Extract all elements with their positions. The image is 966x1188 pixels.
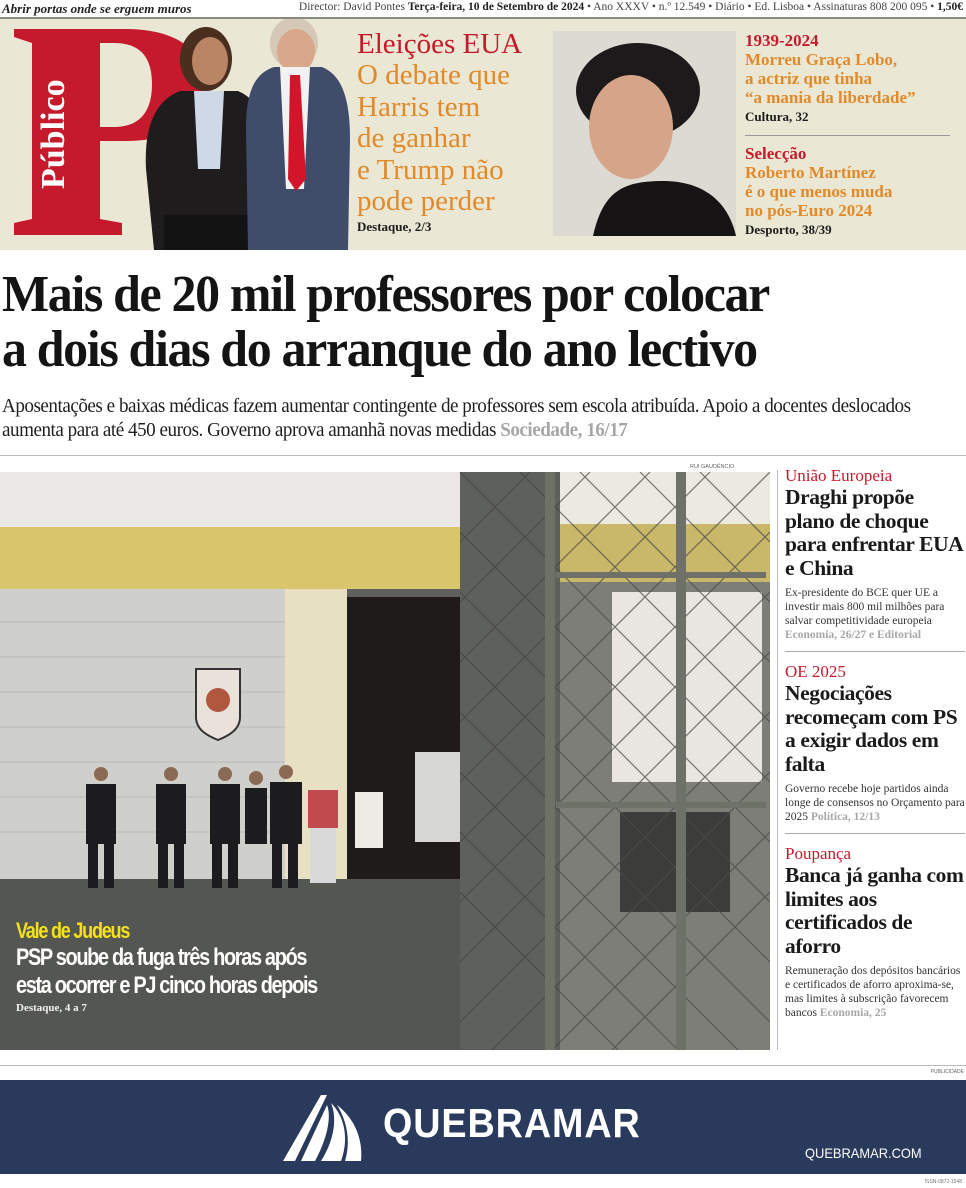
divider [785, 651, 965, 652]
story-title: PSP soube da fuga três horas após esta ocorrer e PJ cinco horas depois [16, 944, 317, 999]
story-kicker: Selecção [745, 144, 807, 163]
divider [785, 833, 965, 834]
publico-wordmark [24, 71, 74, 191]
story-title: Banca já ganha com limites aos certificados de aforro [785, 863, 964, 958]
story-kicker: União Europeia [785, 466, 893, 485]
story-kicker: OE 2025 [785, 662, 846, 681]
trump-photo [244, 19, 352, 250]
divider [745, 135, 950, 136]
story-draghi[interactable] [785, 466, 965, 642]
story-title: Draghi propõe plano de choque para enfrentar EUA e China [785, 485, 963, 580]
story-kicker: Poupança [785, 844, 852, 863]
page-reference: Desporto, 38/39 [745, 222, 832, 237]
graca-lobo-photo [553, 31, 736, 236]
page-reference: Economia, 25 [819, 1007, 887, 1019]
masthead-band [0, 19, 966, 250]
story-title: Morreu Graça Lobo, a actriz que tinha “a mania da liberdade” [745, 50, 916, 107]
photo-credit: RUI GAUDÊNCIO [690, 464, 735, 470]
ad-label: PUBLICIDADE [930, 1069, 964, 1075]
right-column [785, 466, 965, 1020]
slogan: Abrir portas onde se erguem muros [2, 1, 192, 16]
story-body: Remuneração dos depósitos bancários e certificados de aforro aproxima-se, mas limites à subscrição favorecem bancos Economia, 25 [785, 965, 961, 1019]
story-body: Governo recebe hoje partidos ainda longe de consensos no Orçamento para 2025 Política, 12/13 [785, 783, 965, 823]
story-oe-2025[interactable] [785, 662, 965, 824]
svg-text:Público: Público [35, 79, 72, 189]
page-reference: Economia, 26/27 e Editorial [785, 629, 922, 641]
director: Director: David Pontes [298, 1, 405, 13]
lede-text: Aposentações e baixas médicas fazem aumentar contingente de professores sem escola atribuída. Apoio a docentes deslocados aumenta para até 450 euros. Governo aprova amanhã novas medidas [2, 395, 911, 441]
page-reference: Sociedade, 16/17 [500, 419, 628, 441]
divider [0, 1065, 966, 1066]
price: 1,50€ [937, 1, 963, 13]
story-title: O debate que Harris tem de ganhar e Trump não pode perder [357, 59, 510, 217]
ad-url[interactable]: QUEBRAMAR.COM [805, 1145, 922, 1161]
page-reference: Cultura, 32 [745, 109, 809, 124]
lead-lede [2, 394, 928, 442]
issn: ISSN-0872-1548 [924, 1179, 962, 1185]
story-kicker: 1939-2024 [745, 31, 819, 50]
story-poupanca[interactable] [785, 844, 965, 1020]
page-reference: Destaque, 2/3 [357, 218, 432, 234]
page-reference: Política, 12/13 [810, 811, 880, 823]
quebramar-logo-icon [283, 1095, 363, 1161]
top-strip [0, 0, 966, 18]
divider [0, 455, 966, 456]
story-kicker: Eleições EUA [357, 28, 523, 60]
top-side-stories [745, 31, 959, 238]
issue-meta [299, 1, 963, 13]
page-reference: Destaque, 4 a 7 [16, 1002, 87, 1014]
story-title: Negociações recomeçam com PS a exigir dados em falta [785, 681, 958, 776]
story-body: Ex-presidente do BCE quer UE a investir mais 800 mil milhões para salvar competitividade europeia Economia, 26/27 e Editorial [785, 587, 945, 641]
column-divider [777, 470, 778, 1050]
ad-brand: QUEBRAMAR [383, 1100, 641, 1146]
lead-headline[interactable]: Mais de 20 mil professores por colocar a dois dias do arranque do ano lectivo [2, 266, 769, 378]
us-election-story[interactable] [357, 29, 547, 235]
side-story-martinez[interactable] [745, 144, 959, 238]
quebramar-ad[interactable] [0, 1080, 966, 1174]
photo-story-caption[interactable] [16, 918, 456, 1014]
issue-details: • Ano XXXV • n.º 12.549 • Diário • Ed. Lisboa • Assinaturas 808 200 095 • [586, 1, 935, 13]
story-kicker: Vale de Judeus [16, 918, 130, 943]
side-story-graca-lobo[interactable] [745, 31, 959, 125]
story-title: Roberto Martínez é o que menos muda no pós-Euro 2024 [745, 163, 893, 220]
issue-date: Terça-feira, 10 de Setembro de 2024 [407, 1, 585, 13]
